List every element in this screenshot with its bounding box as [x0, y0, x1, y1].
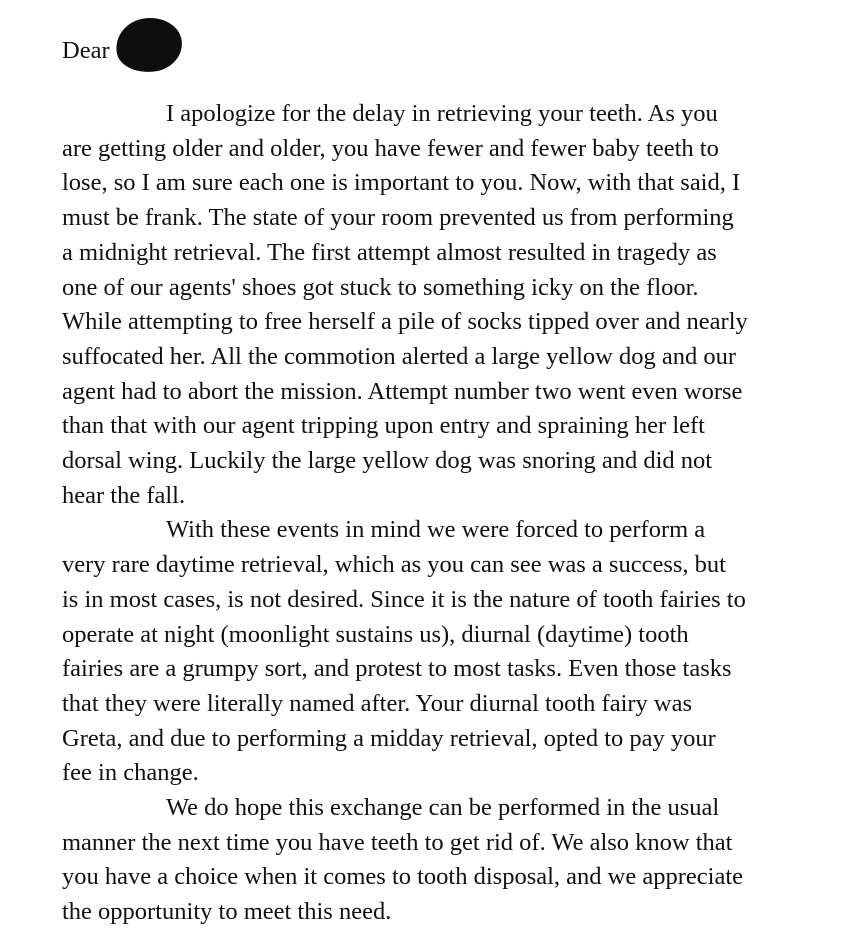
- letter-line: While attempting to free herself a pile of socks tipped over and nearly: [62, 308, 748, 336]
- letter-line: than that with our agent tripping upon entry and spraining her left: [62, 412, 705, 440]
- letter-line: a midnight retrieval. The first attempt almost resulted in tragedy as: [62, 238, 717, 266]
- letter-line: suffocated her. All the commotion alerted a large yellow dog and our: [62, 342, 737, 370]
- letter-line: must be frank. The state of your room prevented us from performing: [62, 204, 734, 232]
- letter-line: fairies are a grumpy sort, and protest to most tasks. Even those tasks: [62, 655, 732, 683]
- letter-body: [62, 97, 822, 930]
- letter-line: I apologize for the delay in retrieving your teeth. As you: [166, 100, 718, 127]
- letter-line: manner the next time you have teeth to get rid of. We also know that: [62, 828, 733, 856]
- letter-line: the opportunity to meet this need.: [62, 898, 392, 926]
- letter-line: dorsal wing. Luckily the large yellow dog was snoring and did not: [62, 447, 713, 475]
- redacted-name: [112, 14, 185, 77]
- letter-line: With these events in mind we were forced to perform a: [166, 516, 706, 544]
- letter-line: is in most cases, is not desired. Since it is the nature of tooth fairies to: [62, 585, 746, 613]
- salutation-text: Dear: [62, 37, 110, 64]
- letter-line: fee in change.: [62, 759, 199, 787]
- letter-line: hear the fall.: [62, 481, 186, 509]
- letter-line: We do hope this exchange can be performed in the usual: [166, 794, 720, 822]
- letter-line: Greta, and due to performing a midday retrieval, opted to pay your: [62, 724, 716, 752]
- letter-line: very rare daytime retrieval, which as you can see was a success, but: [62, 551, 726, 579]
- salutation: [62, 30, 182, 72]
- letter-line: you have a choice when it comes to tooth disposal, and we appreciate: [62, 863, 744, 891]
- letter-line: are getting older and older, you have fewer and fewer baby teeth to: [62, 134, 719, 162]
- letter-line: that they were literally named after. Your diurnal tooth fairy was: [62, 689, 693, 717]
- letter-line: agent had to abort the mission. Attempt number two went even worse: [62, 377, 743, 405]
- letter-line: operate at night (moonlight sustains us), diurnal (daytime) tooth: [62, 620, 689, 648]
- letter-line: one of our agents' shoes got stuck to something icky on the floor.: [62, 273, 699, 301]
- letter-line: lose, so I am sure each one is important to you. Now, with that said, I: [62, 169, 741, 197]
